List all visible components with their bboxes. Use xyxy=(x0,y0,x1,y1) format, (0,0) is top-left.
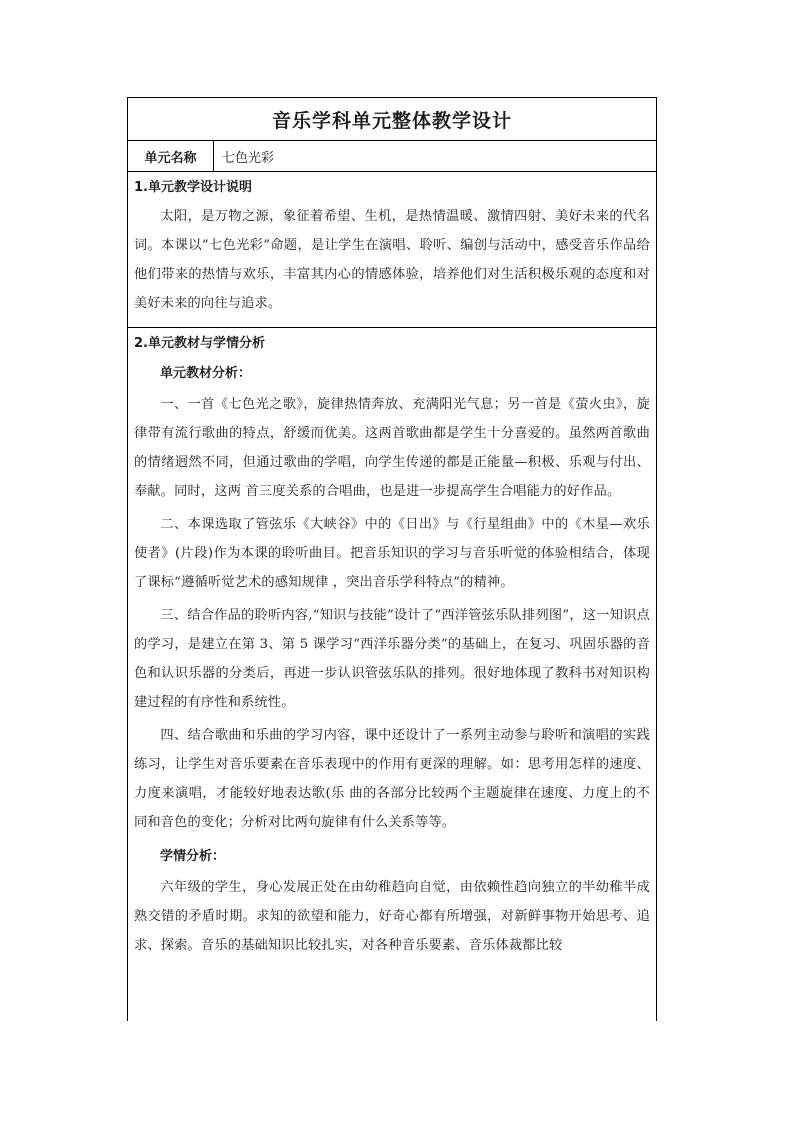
unit-name-row xyxy=(128,141,656,172)
material-analysis-subheading: 单元教材分析： xyxy=(160,366,252,381)
learner-analysis-subheading: 学情分析： xyxy=(160,849,226,864)
section1-paragraph: 太阳，是万物之源，象征着希望、生机，是热情温暖、激情四射、美好未来的代名词。本课以“七色光彩”命题，是让学生在演唱、聆听、编创与活动中，感受音乐作品给他们带来的热情与欢乐，丰富其内心的情感体验，培养他们对生活积极乐观的态度和对美好未来的向往与追求。 xyxy=(134,209,650,311)
document-title-text: 音乐学科单元整体教学设计 xyxy=(271,109,512,132)
section1-heading: 1.单元教学设计说明 xyxy=(134,180,252,195)
lesson-design-table xyxy=(127,97,657,1021)
unit-name-value: 七色光彩 xyxy=(222,150,275,166)
material-paragraph-4: 四、结合歌曲和乐曲的学习内容，课中还设计了一系列主动参与聆听和演唱的实践练习，让学生对音乐要素在音乐表现中的作用有更深的理解。如：思考用怎样的速度、力度来演唱，才能较好地表达歌(乐 曲的各部分比较两个主题旋律在速度、力度上的不同和音色的变化；分析对比两句旋律有什么关系等等。 xyxy=(134,728,650,830)
material-paragraph-1: 一、一首《七色光之歌》，旋律热情奔放、充满阳光气息；另一首是《萤火虫》，旋律带有流行歌曲的特点，舒缓而优美。这两首歌曲都是学生十分喜爱的。虽然两首歌曲的情绪迥然不同，但通过歌曲的学唱，向学生传递的都是正能量—积极、乐观与付出、奉献。同时，这两 首三度关系的合唱曲，也是进一步提高学生合唱能力的好作品。 xyxy=(134,397,650,499)
section-material-analysis xyxy=(128,328,656,960)
section-design-description xyxy=(128,172,656,328)
document-title xyxy=(128,98,656,141)
material-paragraph-2: 二、本课选取了管弦乐《大峡谷》中的《日出》与《行星组曲》中的《木星—欢乐使者》(片段)作为本课的聆听曲目。把音乐知识的学习与音乐听觉的体验相结合，体现了课标“遵循听觉艺术的感知规律 ，突出音乐学科特点”的精神。 xyxy=(134,517,650,590)
unit-name-label: 单元名称 xyxy=(128,141,214,171)
section2-heading: 2.单元教材与学情分析 xyxy=(134,336,265,351)
material-paragraph-3: 三、结合作品的聆听内容,“知识与技能”设计了“西洋管弦乐队排列图”，这一知识点的学习，是建立在第 3、第 5 课学习“西洋乐器分类”的基础上，在复习、巩固乐器的音色和认识乐器的分类后，再进一步认识管弦乐队的排列。很好地体现了教科书对知识构建过程的有序性和系统性。 xyxy=(134,608,650,710)
learner-paragraph: 六年级的学生，身心发展正处在由幼稚趋向自觉，由依赖性趋向独立的半幼稚半成熟交错的矛盾时期。求知的欲望和能力，好奇心都有所增强，对新鲜事物开始思考、追求、探索。音乐的基础知识比较扎实，对各种音乐要素、音乐体裁都比较 xyxy=(134,880,650,953)
